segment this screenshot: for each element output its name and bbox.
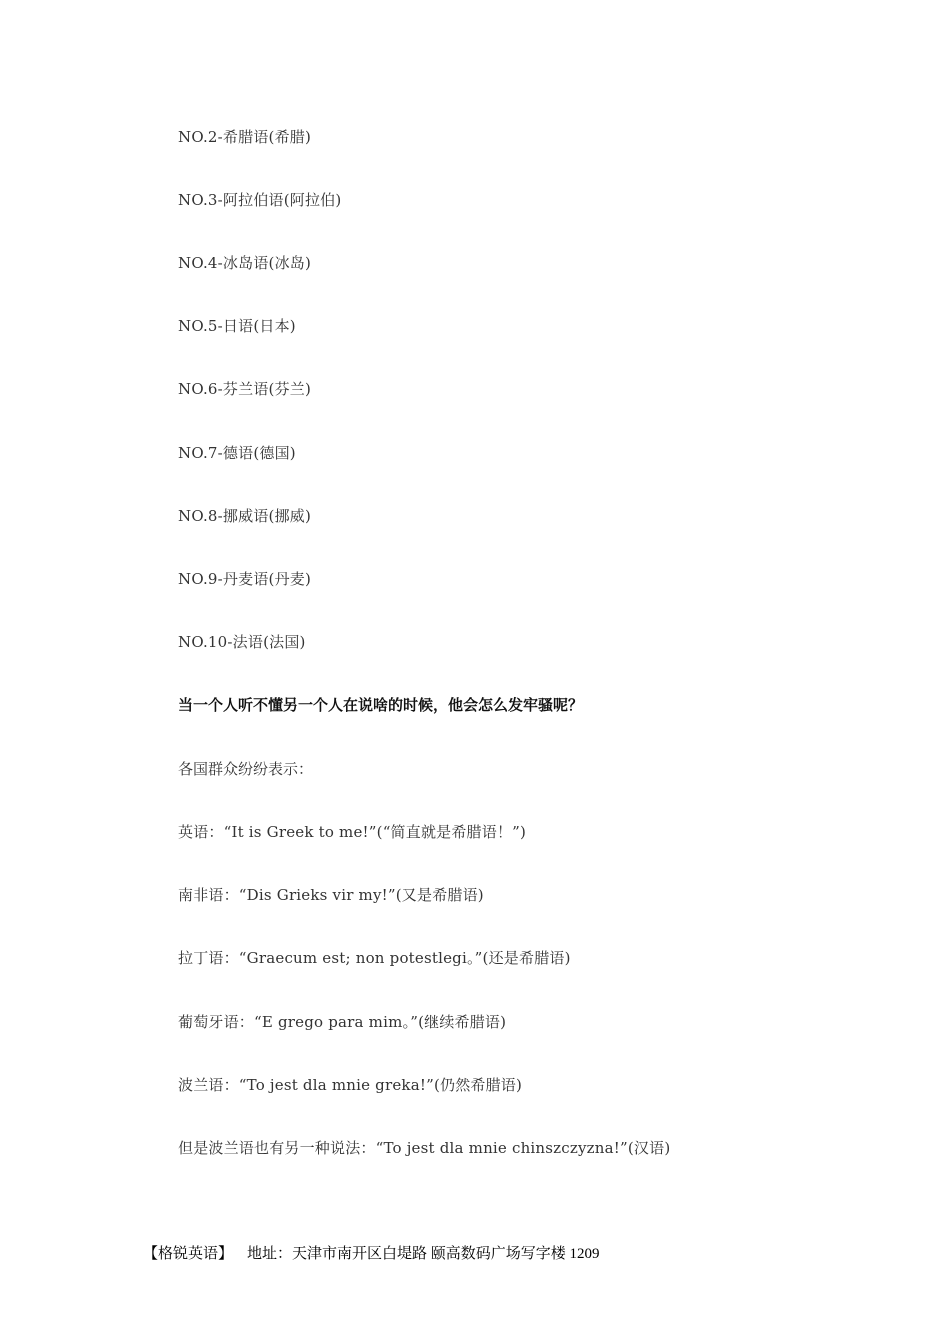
ranking-item-2: NO.2-希腊语(希腊) — [178, 128, 312, 146]
saying-polish-alt: 但是波兰语也有另一种说法：“To jest dla mnie chinszczyzna!”(汉语) — [178, 1139, 671, 1157]
footer-address: 地址：天津市南开区白堤路 颐高数码广场写字楼 1209 — [247, 1246, 600, 1262]
saying-english: 英语：“It is Greek to me!”(“简直就是希腊语！”) — [178, 823, 527, 841]
ranking-item-8: NO.8-挪威语(挪威) — [178, 507, 312, 525]
footer-brand: 【格锐英语】 — [143, 1246, 234, 1262]
ranking-item-9: NO.9-丹麦语(丹麦) — [178, 570, 312, 588]
ranking-item-6: NO.6-芬兰语(芬兰) — [178, 380, 312, 398]
ranking-item-4: NO.4-冰岛语(冰岛) — [178, 254, 312, 272]
intro-text: 各国群众纷纷表示： — [178, 760, 314, 778]
saying-latin: 拉丁语：“Graecum est; non potestlegi。”(还是希腊语) — [178, 949, 571, 967]
ranking-item-10: NO.10-法语(法国) — [178, 633, 306, 651]
question-heading: 当一个人听不懂另一个人在说啥的时候，他会怎么发牢骚呢？ — [178, 696, 584, 714]
saying-portuguese: 葡萄牙语：“E grego para mim。”(继续希腊语) — [178, 1013, 507, 1031]
ranking-item-5: NO.5-日语(日本) — [178, 317, 296, 335]
saying-afrikaans: 南非语：“Dis Grieks vir my!”(又是希腊语) — [178, 886, 484, 904]
ranking-item-3: NO.3-阿拉伯语(阿拉伯) — [178, 191, 342, 209]
page-footer — [143, 1243, 600, 1265]
ranking-item-7: NO.7-德语(德国) — [178, 444, 296, 462]
saying-polish: 波兰语：“To jest dla mnie greka!”(仍然希腊语) — [178, 1076, 523, 1094]
